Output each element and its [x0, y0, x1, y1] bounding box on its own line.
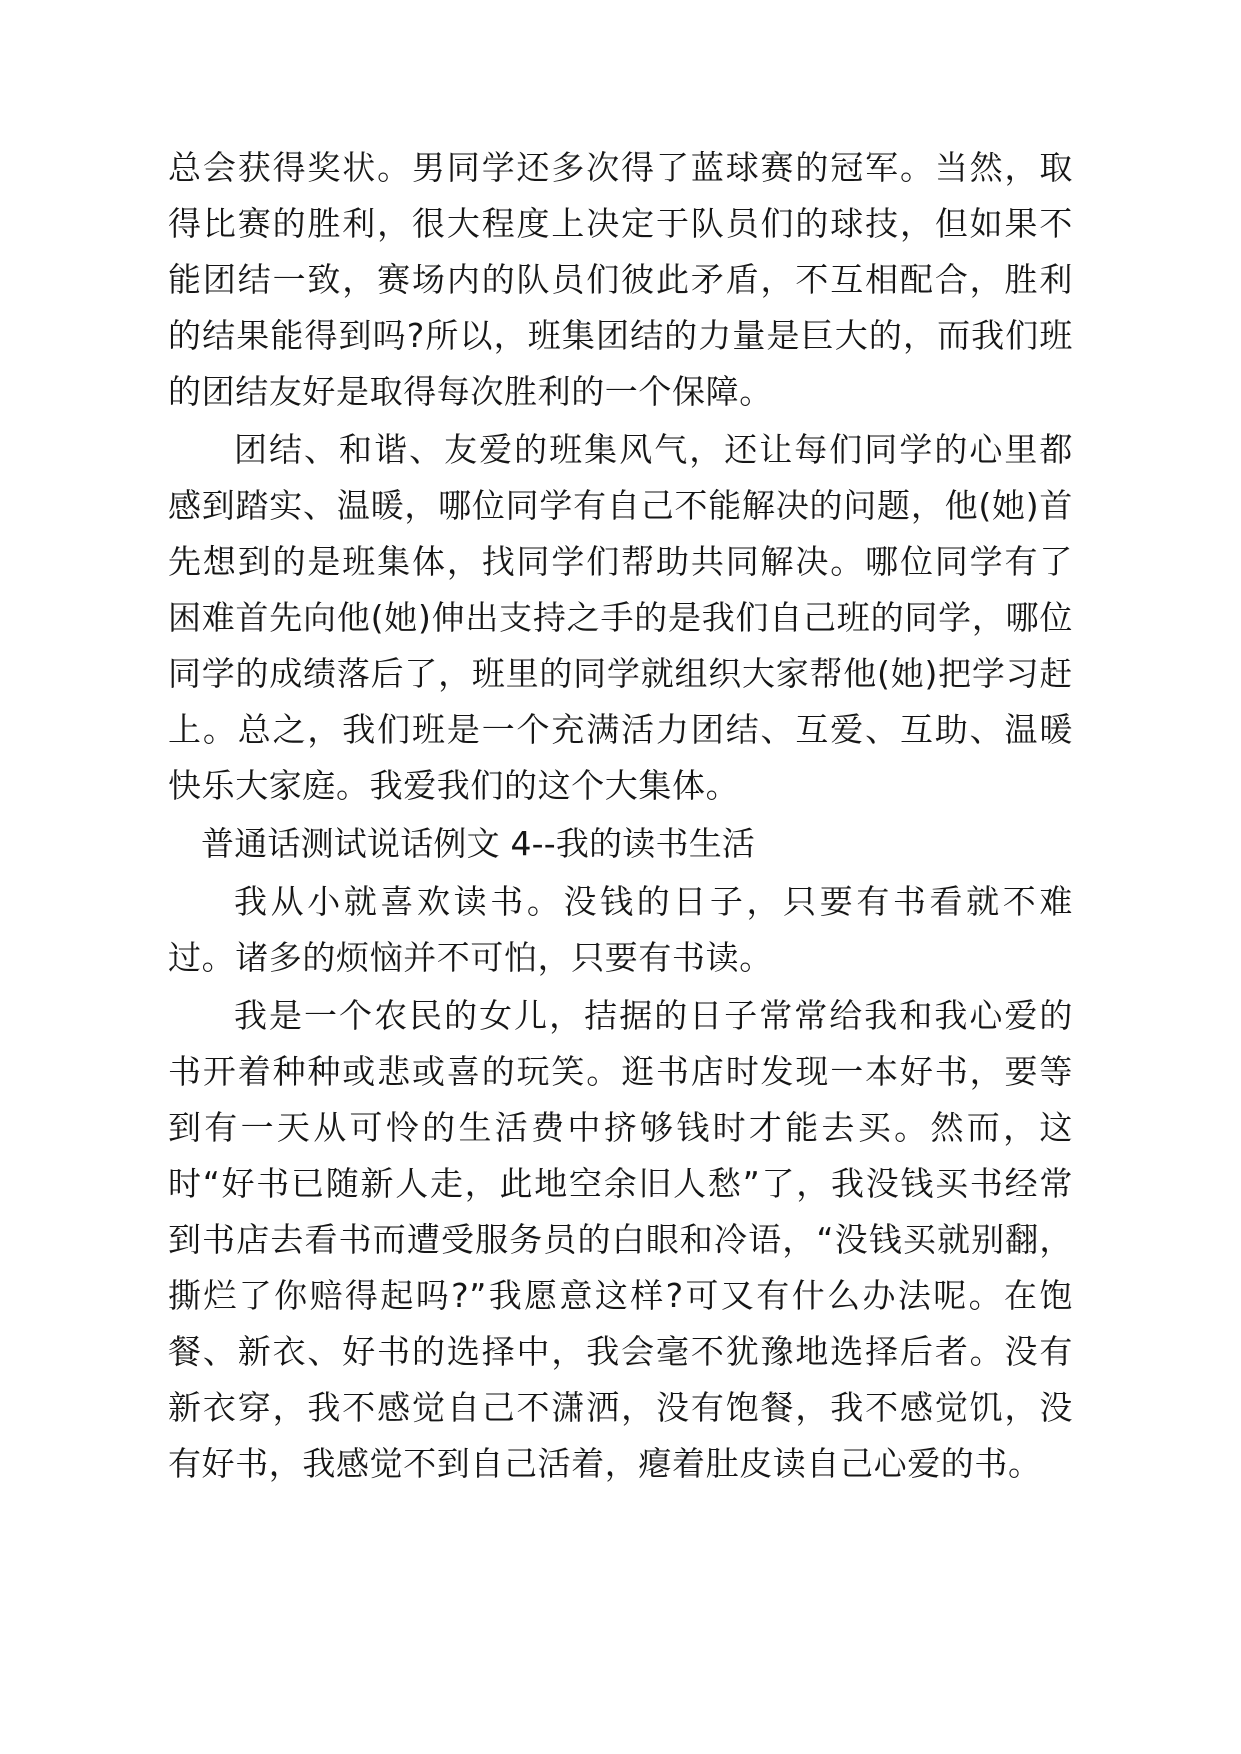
paragraph-5: 我是一个农民的女儿，拮据的日子常常给我和我心爱的书开着种种或悲或喜的玩笑。逛书店时发现一本好书，要等到有一天从可怜的生活费中挤够钱时才能去买。然而，这时“好书已随新人走，此地空余旧人愁”了，我没钱买书经常到书店去看书而遭受服务员的白眼和冷语，“没钱买就别翻，撕烂了你赔得起吗?”我愿意这样?可又有什么办法呢。在饱餐、新衣、好书的选择中，我会毫不犹豫地选择后者。没有新衣穿，我不感觉自己不潇洒，没有饱餐，我不感觉饥，没有好书，我感觉不到自己活着，瘪着肚皮读自己心爱的书。	[168, 996, 1073, 1483]
paragraph-1: 总会获得奖状。男同学还多次得了蓝球赛的冠军。当然，取得比赛的胜利，很大程度上决定于队员们的球技，但如果不能团结一致，赛场内的队员们彼此矛盾，不互相配合，胜利的结果能得到吗?所以，班集团结的力量是巨大的，而我们班的团结友好是取得每次胜利的一个保障。	[168, 148, 1073, 411]
document-body	[168, 140, 1073, 1492]
paragraph-4: 我从小就喜欢读书。没钱的日子，只要有书看就不难过。诸多的烦恼并不可怕，只要有书读。	[168, 882, 1073, 977]
section-heading: 普通话测试说话例文 4--我的读书生活	[201, 824, 756, 863]
paragraph-2: 团结、和谐、友爱的班集风气，还让每们同学的心里都感到踏实、温暖，哪位同学有自己不能解决的问题，他(她)首先想到的是班集体，找同学们帮助共同解决。哪位同学有了困难首先向他(她)伸出支持之手的是我们自己班的同学，哪位同学的成绩落后了，班里的同学就组织大家帮他(她)把学习赶上。总之，我们班是一个充满活力团结、互爱、互助、温暖快乐大家庭。我爱我们的这个大集体。	[168, 430, 1073, 805]
